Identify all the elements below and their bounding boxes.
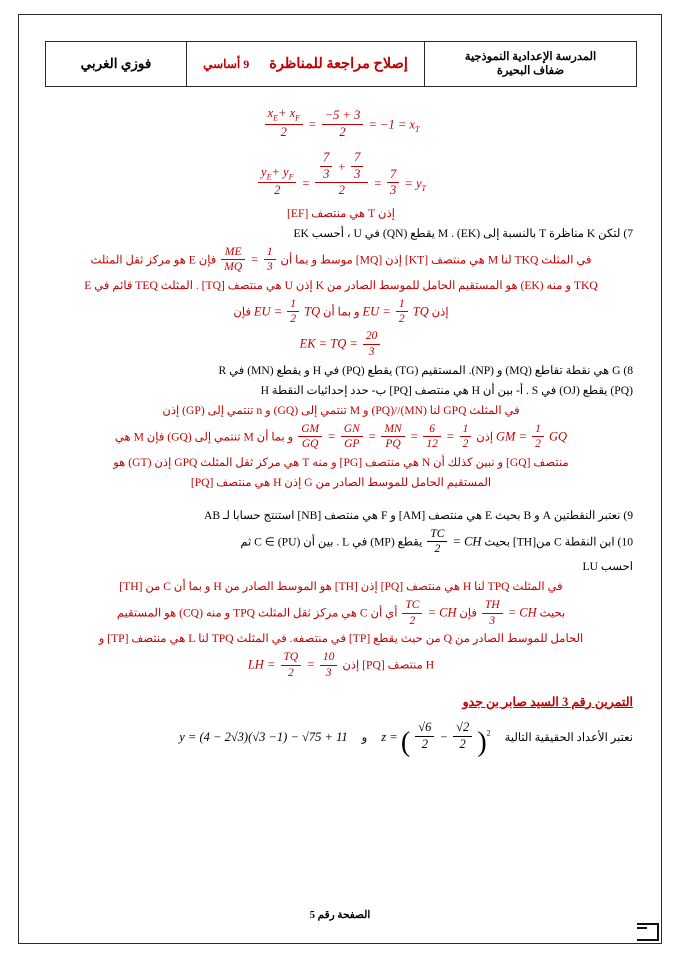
document-title: إصلاح مراجعة للمناظرة <box>269 55 408 72</box>
eq1-sub-e: E <box>273 113 279 123</box>
th-eq: = CH <box>507 605 537 620</box>
line-8d: المستقيم الحامل للموسط الصادر من G إذن H هي منتصف [PQ] <box>190 475 492 489</box>
eq2-inner-c: 7 <box>351 150 363 167</box>
header-table <box>45 41 637 87</box>
r3-num: MN <box>381 422 404 437</box>
line-8b-pre: إذن <box>476 430 494 444</box>
header-school-cell <box>424 42 636 86</box>
eu-half: EU = <box>362 304 391 319</box>
th-num: TH <box>482 598 503 613</box>
header-teacher-cell <box>46 42 186 86</box>
z-d1: 2 <box>421 736 428 751</box>
me-eq-num: 1 <box>264 245 276 260</box>
z-minus: − <box>439 730 448 744</box>
final-expression-row <box>49 720 633 758</box>
eq1-result: = −1 = x <box>368 117 415 132</box>
document-subtitle: 9 أساسي <box>203 56 250 71</box>
ek-den: 3 <box>368 345 375 358</box>
gm-gq: GQ <box>549 429 568 444</box>
question-9: 9) نعتبر النقطتين A و B بحيث E هي منتصف [AM] و F هي منتصف [NB] استنتج حسابا لـ AB <box>204 508 633 522</box>
question-10 <box>49 527 633 557</box>
eq2-res-den: 3 <box>390 183 397 198</box>
teacher-name: فوزي الغربي <box>80 55 152 71</box>
question-10-pre: 10) ابن النقطة C من[TH] بحيث <box>484 535 633 549</box>
lh-den: 2 <box>288 666 294 679</box>
r4-den: 12 <box>426 438 438 451</box>
gm-num: 1 <box>532 422 544 437</box>
final-line-label: نعتبر الأعداد الحقيقية التالية <box>504 730 633 744</box>
line-7c <box>49 297 633 327</box>
line-7a-pre: في المثلث TKQ لنا M هي منتصف [KT] إذن [MQ] موسط و بما أن <box>280 253 592 267</box>
eq2-res-num: 7 <box>387 167 399 184</box>
line-10b <box>49 598 633 628</box>
paren-close: ) <box>477 726 487 758</box>
line-7c-pre: إذن <box>431 305 449 319</box>
question-7: 7) لتكن K مناظرة T بالنسبة إلى M . (EK) يقطع (QN) في U ، أحسب EK <box>293 226 633 240</box>
school-name-line2: ضفاف البحيرة <box>496 65 565 77</box>
r1-num: GM <box>298 422 322 437</box>
page-footer: الصفحة رقم 5 <box>309 910 371 921</box>
document-body <box>49 103 633 757</box>
line-7c-mid: و بما أن <box>323 305 360 319</box>
line-7a: في المثلث TKQ لنا M هي منتصف [KT] إذن [MQ] موسط و بما أن $\frac{ME}{MQ}$ = $\frac{1}{3}$ فإن E هو مركز ثقل المثلث <box>90 245 592 274</box>
question-10-tail: احسب LU <box>582 560 633 574</box>
question-10-mid: يقطع (MP) في L . بين أن C ∈ (PU) ثم <box>240 535 423 549</box>
tc2-den: 2 <box>409 614 416 627</box>
eq2-result: = y <box>404 176 422 191</box>
lh-num: TQ <box>281 650 302 665</box>
r5-num: 1 <box>460 422 472 437</box>
eq2-inner-d: 3 <box>354 166 361 181</box>
line-7c-post: فإن <box>233 305 252 319</box>
line-10b-mid: فإن <box>459 606 478 620</box>
line-8b-tail: تنتمي إلى (GQ) فإن M هي <box>114 430 241 444</box>
eq2-den: 2 <box>274 183 281 198</box>
r2-num: GN <box>341 422 363 437</box>
eu-half-2: EU = <box>253 304 283 319</box>
me-num: ME <box>221 245 245 260</box>
z-power: 2 <box>486 728 491 738</box>
eq2-inner-b: 3 <box>323 166 330 181</box>
paren-open: ( <box>400 726 411 758</box>
eu-tq-2: TQ <box>304 304 321 319</box>
eq1-sub-f: F <box>295 113 301 123</box>
lh-res-den: 3 <box>325 666 332 679</box>
eq2-sub-e: E <box>266 172 272 182</box>
th-den: 3 <box>489 614 496 627</box>
z-d2: 2 <box>459 736 466 751</box>
ek-num: 20 <box>363 329 381 344</box>
gm-half: GM = <box>496 429 528 444</box>
eq1-result-sub: T <box>414 125 420 135</box>
eu-num-2: 1 <box>287 297 299 312</box>
line-10c: الحامل للموسط الصادر من Q من حيث يقطع [TP] في منتصفه. في المثلث TPQ لنا L هي منتصف [TP] و <box>98 632 584 646</box>
eq2-inner-a: 7 <box>320 150 332 167</box>
eq2-den2: 2 <box>338 183 345 198</box>
tc-den: 2 <box>434 543 441 556</box>
expression-y: y = (4 − 2√3)(√3 −1) − √75 + 11 <box>179 729 348 744</box>
z-label: z = <box>381 730 398 744</box>
eu-den: 2 <box>398 313 405 326</box>
line-10d: H منتصف [PQ] إذن LH = $\frac{TQ}{2}$ = $\frac{10}{3}$ <box>247 651 435 679</box>
line-8b-mid: و بما أن M <box>243 430 294 444</box>
lh-res-num: 10 <box>320 650 338 665</box>
lh-eq: LH = <box>247 657 276 672</box>
equation-yt: $\frac{y_E+ y_F}{2}$ = $\frac{7}{3}$ + $\frac{7}{3}$ 2 = $\frac{7}{3}$ = $y_T$ <box>49 150 633 199</box>
tc2-num: TC <box>402 598 422 613</box>
question-8: 8) G هي نقطة تقاطع (MQ) و (NP). المستقيم (TG) يقطع (PQ) في H و يقطع (MN) في R <box>218 364 633 378</box>
r1-den: GQ <box>301 438 319 451</box>
document-page <box>18 14 662 944</box>
line-8b: GM = $\frac{1}{2}$ GQ إذن $\frac{GM}{GQ}$ = $\frac{GN}{GP}$ = $\frac{MN}{PQ}$ = $\frac{6}{12}$ = $\frac{1}{2}$ و بما أن M تنتمي إلى (GQ) فإن M هي <box>114 423 568 451</box>
expression-z <box>381 720 491 758</box>
line-t-midpoint: إذن T هي منتصف [EF] <box>287 207 395 220</box>
eq2-y: y <box>261 164 267 179</box>
corner-mark <box>637 923 659 941</box>
r5-den: 2 <box>462 438 469 451</box>
eq1-den2: 2 <box>339 124 346 139</box>
line-7b: TKQ و منه (EK) هو المستقيم الحامل للموسط الصادر من K إذن U هي منتصف [TQ] . المثلث TEQ قائم في E <box>84 278 598 292</box>
eq1-plus: + x <box>278 106 296 120</box>
eu-den-2: 2 <box>290 313 297 326</box>
conjunction-and: و <box>361 730 368 744</box>
line-10b-post: أي أن C هي مركز ثقل المثلث TPQ و منه (CQ) هو المستقيم <box>116 606 398 620</box>
tc-num: TC <box>427 527 447 542</box>
line-10b-pre: بحيث <box>539 606 566 620</box>
exercise-title <box>49 693 633 712</box>
school-name-line1: المدرسة الإعدادية النموذجية <box>464 50 597 63</box>
ek-tq-label: EK = TQ = <box>299 336 358 351</box>
gm-den: 2 <box>535 438 541 451</box>
header-title-cell <box>186 42 424 86</box>
eq1-x: x <box>267 106 274 120</box>
line-8c: منتصف [GQ] و نبين كذلك أن N هي منتصف [PG] و منه T هي مركز ثقل المثلث GPQ إذن (GT) هو <box>113 455 569 469</box>
eq2-result-sub: T <box>421 184 426 193</box>
r2-den: GP <box>344 438 360 451</box>
eu-num: 1 <box>396 297 408 312</box>
z-n2: √2 <box>453 720 472 737</box>
eu-tq: TQ <box>412 304 429 319</box>
question-8b: (PQ) يقطع (OJ) في S . أ- بين أن H هي منتصف [PQ] ب- حدد إحداثيات النقطة H <box>260 384 633 398</box>
line-8a: في المثلث GPQ لنا (MN)//(PQ) و M تنتمي إلى (GQ) و n تنتمي إلى (GP) إذن <box>162 404 520 418</box>
me-den: MQ <box>224 261 243 274</box>
tc2-eq: = CH <box>427 605 457 620</box>
r4-num: 6 <box>423 422 441 437</box>
line-10a: في المثلث TPQ لنا H هي منتصف [PQ] إذن [TH] هو الموسط الصادر من H و بما أن C من [TH] <box>119 580 563 594</box>
tc-eq: = CH <box>452 534 482 549</box>
equation-ek-tq <box>49 329 633 359</box>
line-10d-pre: H منتصف [PQ] إذن <box>342 658 435 672</box>
exercise-title-text: التمرين رقم 3 السيد صابر بن جدو <box>462 694 633 709</box>
me-eq-den: 3 <box>266 261 273 274</box>
z-n1: √6 <box>415 720 434 737</box>
line-7a-post: فإن E هو مركز ثقل المثلث <box>90 253 217 267</box>
eq1-den: 2 <box>280 124 287 139</box>
eq2-plus: + y <box>271 164 289 179</box>
equation-xt: $\frac{x_E+ x_F}{2}$ = $\frac{-5 + 3}{2}$ = $-1 = x_T$ <box>49 106 633 140</box>
r3-den: PQ <box>385 438 401 451</box>
eq1-num2: −5 + 3 <box>322 108 364 125</box>
eq2-sub-f: F <box>288 172 294 182</box>
